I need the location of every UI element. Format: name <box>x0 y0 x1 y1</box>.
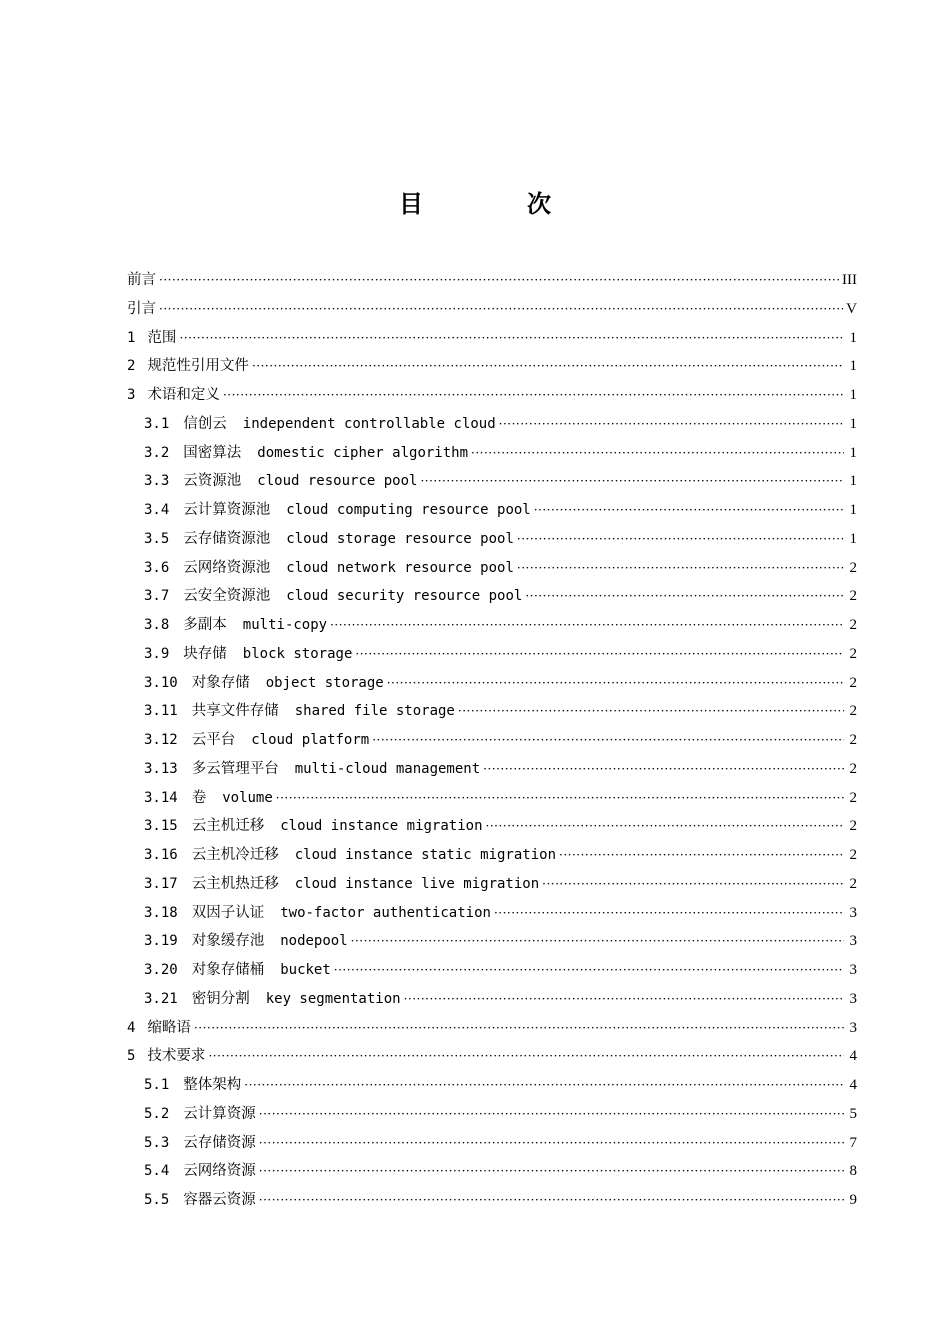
toc-entry[interactable] <box>127 554 857 583</box>
toc-page-number: 2 <box>849 588 857 605</box>
toc-entry-number: 5.1 <box>144 1077 170 1093</box>
toc-entry-title: 云存储资源池 <box>183 530 271 547</box>
toc-dot-leader <box>330 611 844 640</box>
toc-page-number: 4 <box>849 1048 857 1065</box>
toc-entry-number: 3.16 <box>144 847 178 863</box>
toc-dot-leader <box>494 899 844 928</box>
toc-entry-title: 卷 <box>191 789 207 806</box>
toc-entry-english-term: cloud security resource pool <box>286 588 523 605</box>
toc-entry-title: 规范性引用文件 <box>147 358 249 375</box>
toc-page-number: 2 <box>849 847 857 863</box>
toc-entry[interactable] <box>127 640 857 669</box>
toc-entry-title: 云网络资源 <box>183 1163 256 1180</box>
toc-page-number: 1 <box>849 329 857 346</box>
toc-entry-number: 3.10 <box>144 674 178 691</box>
toc-entry[interactable] <box>127 1071 857 1100</box>
toc-entry-english-term: cloud computing resource pool <box>286 502 531 518</box>
toc-dot-leader <box>486 812 844 841</box>
toc-dot-leader <box>499 410 844 439</box>
toc-entry-number: 4 <box>127 1019 136 1036</box>
toc-entry[interactable] <box>127 439 857 468</box>
toc-entry-english-term: cloud network resource pool <box>286 559 514 576</box>
toc-page-number: 3 <box>849 1019 857 1036</box>
toc-entry-title: 云安全资源池 <box>183 588 271 605</box>
toc-dot-leader <box>159 266 839 295</box>
toc-entry[interactable] <box>127 697 857 726</box>
toc-entry[interactable] <box>127 352 857 381</box>
toc-page-number: 2 <box>849 760 857 777</box>
toc-entry-title: 云网络资源池 <box>183 559 271 576</box>
toc-entry-english-term: key segmentation <box>265 990 401 1007</box>
toc-entry-number: 3.21 <box>144 990 178 1007</box>
toc-entry[interactable] <box>127 525 857 554</box>
toc-entry-title: 引言 <box>127 300 156 317</box>
toc-entry[interactable] <box>127 381 857 410</box>
toc-entry[interactable] <box>127 1100 857 1129</box>
toc-page-number: 2 <box>849 703 857 720</box>
toc-entry-english-term: two-factor authentication <box>280 904 491 921</box>
toc-entry-title: 信创云 <box>183 415 227 432</box>
toc-entry-number: 3.19 <box>144 933 178 950</box>
toc-page-number: 2 <box>849 645 857 662</box>
toc-dot-leader <box>559 841 844 870</box>
toc-entry-number: 3.12 <box>144 732 178 748</box>
toc-entry-english-term: bucket <box>280 962 331 978</box>
toc-entry-number: 3.15 <box>144 818 178 835</box>
toc-page-number: 2 <box>849 875 857 892</box>
toc-entry-number: 3.8 <box>144 617 170 633</box>
toc-dot-leader <box>208 1042 844 1071</box>
toc-page-number: 1 <box>849 530 857 547</box>
toc-dot-leader <box>517 554 844 583</box>
toc-dot-leader <box>387 669 844 698</box>
toc-entry[interactable] <box>127 295 857 324</box>
toc-entry-number: 3.5 <box>144 530 170 547</box>
toc-entry-number: 2 <box>127 358 136 375</box>
table-of-contents <box>127 266 857 1215</box>
toc-dot-leader <box>355 640 844 669</box>
toc-entry-title: 共享文件存储 <box>191 703 279 720</box>
toc-page-number: 1 <box>849 358 857 375</box>
toc-page-number: 4 <box>849 1077 857 1093</box>
toc-page-number: 5 <box>849 1105 857 1122</box>
toc-entry[interactable] <box>127 1186 857 1215</box>
toc-entry-title: 云计算资源池 <box>183 502 271 518</box>
toc-page-number: 3 <box>849 904 857 921</box>
toc-entry-title: 对象存储 <box>191 674 250 691</box>
toc-entry[interactable] <box>127 1042 857 1071</box>
page-title: 目 次 <box>399 190 591 218</box>
toc-dot-leader <box>179 324 844 353</box>
toc-dot-leader <box>458 697 844 726</box>
toc-page-number: 2 <box>849 674 857 691</box>
toc-entry-english-term: cloud instance migration <box>280 818 483 835</box>
toc-page-number: 9 <box>849 1192 857 1208</box>
toc-entry-number: 3.11 <box>144 703 178 720</box>
toc-dot-leader <box>276 784 844 813</box>
toc-entry[interactable] <box>127 870 857 899</box>
toc-page-number: 1 <box>849 444 857 461</box>
toc-entry-english-term: nodepool <box>280 933 348 950</box>
toc-entry[interactable] <box>127 611 857 640</box>
toc-dot-leader <box>244 1071 844 1100</box>
toc-page-number: 8 <box>849 1163 857 1180</box>
toc-dot-leader <box>525 582 844 611</box>
toc-entry-english-term: volume <box>222 789 273 806</box>
toc-entry[interactable] <box>127 985 857 1014</box>
toc-entry-title: 容器云资源 <box>183 1192 256 1208</box>
toc-entry-number: 5.5 <box>144 1192 170 1208</box>
toc-page-number: 1 <box>849 415 857 432</box>
toc-dot-leader <box>223 381 844 410</box>
toc-entry[interactable] <box>127 784 857 813</box>
toc-page-number: 1 <box>849 473 857 490</box>
toc-entry[interactable] <box>127 927 857 956</box>
toc-entry-number: 3.14 <box>144 789 178 806</box>
toc-entry[interactable] <box>127 410 857 439</box>
toc-entry-english-term: multi-copy <box>242 617 328 633</box>
toc-entry-title: 对象存储桶 <box>191 962 265 978</box>
toc-dot-leader <box>252 352 844 381</box>
toc-page-number: III <box>842 272 857 288</box>
toc-dot-leader <box>542 870 844 899</box>
toc-entry[interactable] <box>127 899 857 928</box>
toc-entry-number: 3.6 <box>144 559 170 576</box>
toc-entry[interactable] <box>127 467 857 496</box>
toc-entry-title: 多副本 <box>183 617 227 633</box>
toc-dot-leader <box>471 439 844 468</box>
toc-entry-number: 5.4 <box>144 1163 170 1180</box>
toc-page-number: 7 <box>849 1134 857 1151</box>
toc-entry-number: 3.7 <box>144 588 170 605</box>
toc-entry[interactable] <box>127 669 857 698</box>
toc-entry-title: 云主机冷迁移 <box>191 847 279 863</box>
toc-entry-english-term: object storage <box>265 674 384 691</box>
toc-entry-number: 3.9 <box>144 645 170 662</box>
toc-entry[interactable] <box>127 841 857 870</box>
toc-entry[interactable] <box>127 324 857 353</box>
toc-entry-title: 云主机迁移 <box>191 818 265 835</box>
toc-entry-title: 云计算资源 <box>183 1105 256 1122</box>
toc-entry[interactable] <box>127 956 857 985</box>
toc-page-number: 2 <box>849 617 857 633</box>
toc-page-number: 2 <box>849 818 857 835</box>
toc-entry-title: 块存储 <box>183 645 227 662</box>
toc-entry-english-term: shared file storage <box>294 703 455 720</box>
toc-entry[interactable] <box>127 1157 857 1186</box>
toc-entry[interactable] <box>127 1014 857 1043</box>
toc-entry-english-term: cloud resource pool <box>257 473 418 490</box>
toc-entry-number: 3.2 <box>144 444 170 461</box>
toc-page-number: V <box>846 300 857 317</box>
toc-entry-number: 5.3 <box>144 1134 170 1151</box>
toc-entry-title: 国密算法 <box>183 444 242 461</box>
toc-entry[interactable] <box>127 582 857 611</box>
toc-entry-english-term: multi-cloud management <box>294 760 481 777</box>
toc-dot-leader <box>259 1157 844 1186</box>
toc-entry-number: 3.4 <box>144 502 170 518</box>
toc-page-number: 3 <box>849 933 857 950</box>
toc-entry-number: 3.18 <box>144 904 178 921</box>
toc-page-number: 3 <box>849 990 857 1007</box>
toc-dot-leader <box>483 755 844 784</box>
toc-entry[interactable] <box>127 266 857 295</box>
toc-dot-leader <box>404 985 844 1014</box>
toc-dot-leader <box>420 467 844 496</box>
toc-entry-number: 3.3 <box>144 473 170 490</box>
toc-entry[interactable] <box>127 726 857 755</box>
toc-entry-title: 整体架构 <box>183 1077 242 1093</box>
toc-dot-leader <box>259 1186 844 1215</box>
toc-entry-number: 3.17 <box>144 875 178 892</box>
toc-page-number: 1 <box>849 502 857 518</box>
toc-entry-title: 云资源池 <box>183 473 242 490</box>
toc-page-number: 2 <box>849 732 857 748</box>
toc-dot-leader <box>334 956 844 985</box>
toc-entry-english-term: cloud platform <box>251 732 370 748</box>
toc-entry-english-term: cloud instance static migration <box>294 847 557 863</box>
toc-entry-english-term: cloud storage resource pool <box>286 530 514 547</box>
toc-entry-title: 术语和定义 <box>147 387 220 403</box>
toc-entry-english-term: cloud instance live migration <box>294 875 540 892</box>
toc-entry-title: 云平台 <box>191 732 236 748</box>
toc-entry[interactable] <box>127 755 857 784</box>
toc-dot-leader <box>372 726 844 755</box>
toc-entry-english-term: domestic cipher algorithm <box>257 444 469 461</box>
toc-entry-title: 对象缓存池 <box>191 933 265 950</box>
toc-page-number: 1 <box>849 387 857 403</box>
toc-entry-number: 5.2 <box>144 1105 170 1122</box>
toc-dot-leader <box>534 496 844 525</box>
toc-page-number: 2 <box>849 789 857 806</box>
toc-page-number: 2 <box>849 559 857 576</box>
toc-dot-leader <box>517 525 844 554</box>
toc-entry[interactable] <box>127 1129 857 1158</box>
toc-entry-title: 范围 <box>147 329 177 346</box>
toc-entry[interactable] <box>127 812 857 841</box>
toc-entry-number: 5 <box>127 1048 136 1065</box>
toc-entry-number: 3 <box>127 387 136 403</box>
toc-dot-leader <box>259 1100 844 1129</box>
toc-dot-leader <box>159 295 843 324</box>
toc-entry-title: 技术要求 <box>147 1048 206 1065</box>
toc-page-number: 3 <box>849 962 857 978</box>
toc-entry-number: 3.13 <box>144 760 178 777</box>
toc-entry-title: 前言 <box>127 272 156 288</box>
toc-entry-title: 缩略语 <box>147 1019 191 1036</box>
toc-entry-title: 云存储资源 <box>183 1134 256 1151</box>
toc-dot-leader <box>351 927 844 956</box>
toc-entry-english-term: block storage <box>242 645 353 662</box>
toc-dot-leader <box>194 1014 844 1043</box>
toc-entry-title: 云主机热迁移 <box>191 875 279 892</box>
toc-entry-title: 密钥分割 <box>191 990 250 1007</box>
toc-entry[interactable] <box>127 496 857 525</box>
toc-dot-leader <box>259 1129 844 1158</box>
toc-entry-number: 3.20 <box>144 962 178 978</box>
toc-entry-title: 双因子认证 <box>191 904 265 921</box>
toc-entry-english-term: independent controllable cloud <box>242 415 496 432</box>
toc-entry-number: 1 <box>127 329 136 346</box>
toc-entry-title: 多云管理平台 <box>191 760 279 777</box>
toc-entry-number: 3.1 <box>144 415 170 432</box>
